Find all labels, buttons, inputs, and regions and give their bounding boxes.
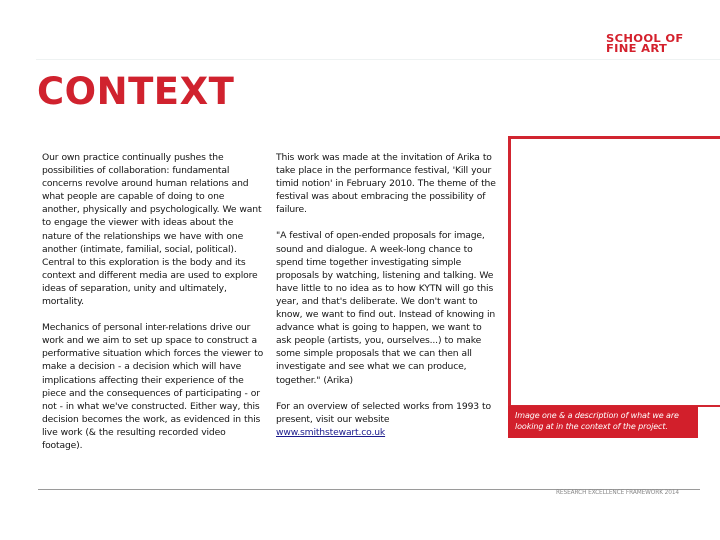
website-paragraph — [276, 400, 496, 439]
image-caption: Image one & a description of what we are looking at in the context of the project. — [508, 406, 698, 438]
logo-line-1: SCHOOL OF — [606, 32, 684, 45]
left-paragraph-1: Our own practice continually pushes the possibilities of collaboration: fundamental concerns revolve around human relations and what people are capable of doing to one another, physically and psychologically. We want to engage the viewer with ideas about the nature of the relationships we have with one another (intimate, familial, social, political). Central to this exploration is the body and its context and different media are used to explore ideas of separation, unity and ultimately, mortality. — [42, 152, 262, 308]
footer-label: RESEARCH EXCELLENCE FRAMEWORK 2014 — [556, 490, 679, 496]
header-divider — [36, 59, 720, 60]
middle-paragraph-1: This work was made at the invitation of Arika to take place in the performance festival, 'Kill your timid notion' in February 2010. The theme of the festival was about embracing the possibility of failure. — [276, 152, 496, 216]
middle-paragraph-2: "A festival of open-ended proposals for image, sound and dialogue. A week-long chance to spend time together investigating simple proposals by watching, listening and talking. We have little to no idea as to how KYTN will go this year, and that's deliberate. We don't want to know, we want to find out. Instead of knowing in advance what is going to happen, we want to ask people (artists, you, ourselves...) to make some simple proposals that we can then all investigate and see what we can produce, together." (Arika) — [276, 230, 496, 386]
page-title: CONTEXT — [37, 70, 235, 113]
website-intro: For an overview of selected works from 1993 to present, visit our website — [276, 400, 491, 425]
website-link[interactable]: www.smithstewart.co.uk — [276, 426, 386, 438]
left-paragraph-2: Mechanics of personal inter-relations drive our work and we aim to set up space to construct a performative situation which forces the viewer to make a decision - a decision which will have implications affecting their experience of the piece and the consequences of participating - or not - in what we've constructed. Either way, this decision becomes the work, as evidenced in this live work (& the resulting recorded video footage). — [42, 322, 264, 451]
middle-text-column — [276, 151, 496, 452]
school-of-fine-art-logo — [606, 34, 684, 54]
left-text-column — [42, 151, 264, 465]
logo-line-2: FINE ART — [606, 42, 668, 55]
image-frame-left-border — [508, 136, 511, 407]
image-frame-top-border — [508, 136, 720, 139]
